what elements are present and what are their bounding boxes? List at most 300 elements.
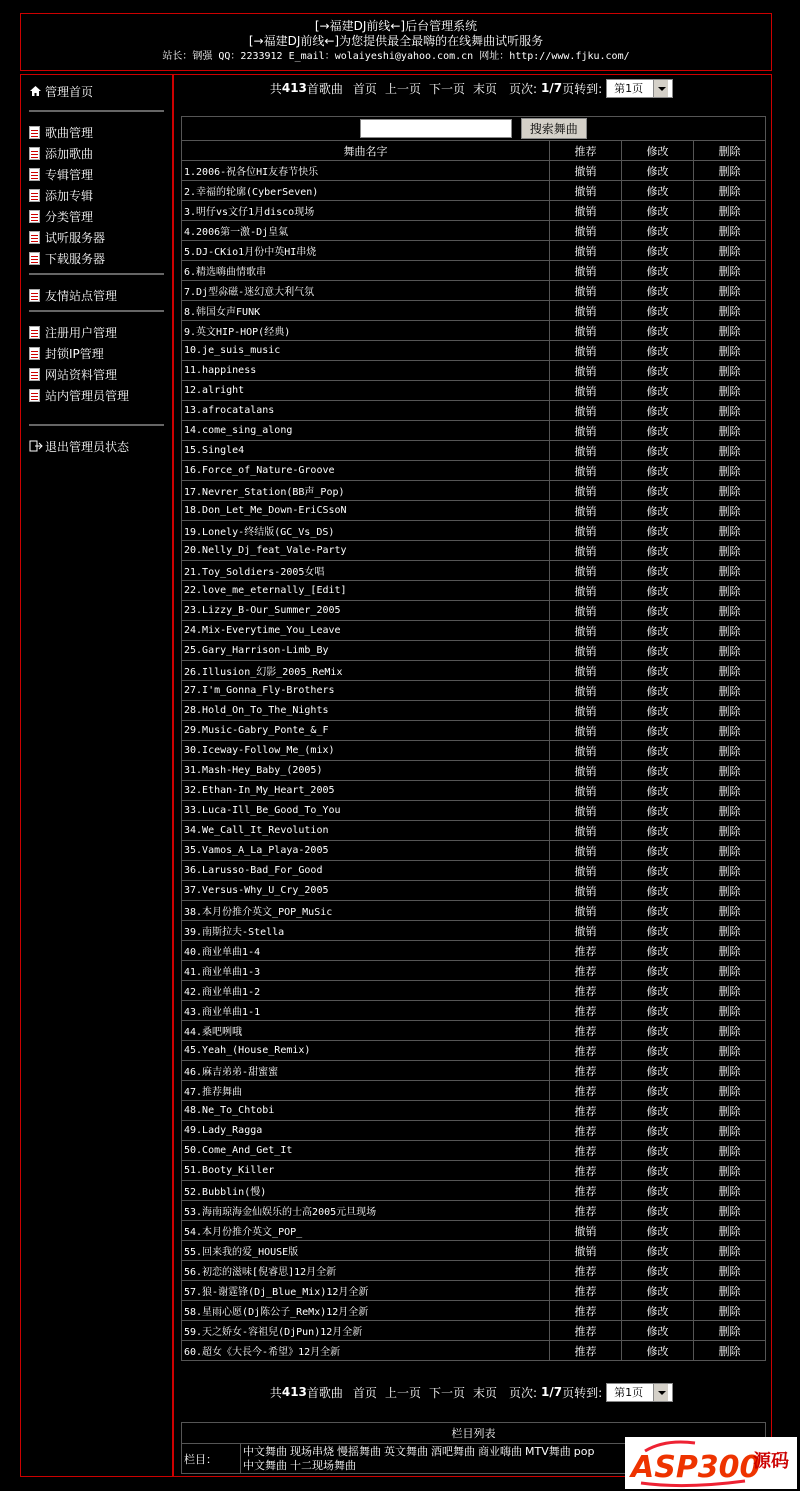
search-button[interactable]: 搜索舞曲 [521,118,587,139]
recommend-toggle-link[interactable]: 撤销 [550,821,622,841]
edit-link[interactable]: 修改 [622,601,694,621]
table-row [182,741,766,761]
song-name: 52.Bubblin(慢) [182,1181,550,1201]
recommend-toggle-link[interactable]: 撤销 [550,761,622,781]
recommend-toggle-link[interactable]: 撤销 [550,181,622,201]
song-name: 23.Lizzy_B-Our_Summer_2005 [182,601,550,621]
delete-link[interactable]: 删除 [694,681,766,701]
edit-link[interactable]: 修改 [622,1101,694,1121]
song-name: 30.Iceway-Follow_Me_(mix) [182,741,550,761]
song-name: 26.Illusion_幻影_2005_ReMix [182,661,550,681]
sidebar-item-label: 退出管理员状态 [45,440,130,454]
song-name: 50.Come_And_Get_It [182,1141,550,1161]
last-page-link[interactable]: 末页 [472,1385,497,1400]
recommend-toggle-link[interactable]: 撤销 [550,741,622,761]
watermark-suffix: 源码 [753,1451,789,1472]
recommend-toggle-link[interactable]: 撤销 [550,861,622,881]
recommend-toggle-link[interactable]: 推荐 [550,1301,622,1321]
total-suffix: 首歌曲 [306,81,343,96]
delete-link[interactable]: 删除 [694,801,766,821]
asp300-watermark-logo [625,1437,797,1489]
delete-link[interactable]: 删除 [694,521,766,541]
category-link[interactable]: 商业嗨曲 [478,1444,522,1458]
delete-link[interactable]: 删除 [694,701,766,721]
table-row [182,961,766,981]
recommend-toggle-link[interactable]: 撤销 [550,341,622,361]
table-row [182,521,766,541]
edit-link[interactable]: 修改 [622,681,694,701]
recommend-toggle-link[interactable]: 撤销 [550,801,622,821]
song-name: 5.DJ-CKio1月份中英HI串烧 [182,241,550,261]
edit-link[interactable]: 修改 [622,1241,694,1261]
sidebar-item-label: 歌曲管理 [45,126,94,140]
recommend-toggle-link[interactable]: 撤销 [550,921,622,941]
sidebar-item[interactable] [29,364,164,385]
sidebar [20,74,173,1477]
first-page-link[interactable]: 首页 [352,1385,377,1400]
edit-link[interactable]: 修改 [622,881,694,901]
edit-link[interactable]: 修改 [622,1141,694,1161]
delete-link[interactable]: 删除 [694,1181,766,1201]
table-row [182,1061,766,1081]
first-page-link[interactable]: 首页 [352,81,377,96]
recommend-toggle-link[interactable]: 推荐 [550,961,622,981]
table-row [182,641,766,661]
song-name: 19.Lonely-终结版(GC_Vs_DS) [182,521,550,541]
recommend-toggle-link[interactable]: 撤销 [550,601,622,621]
edit-link[interactable]: 修改 [622,801,694,821]
edit-link[interactable]: 修改 [622,521,694,541]
edit-link[interactable]: 修改 [622,401,694,421]
edit-link[interactable]: 修改 [622,441,694,461]
song-name: 21.Toy_Soldiers-2005女唱 [182,561,550,581]
delete-link[interactable]: 删除 [694,1221,766,1241]
table-row [182,1021,766,1041]
sidebar-divider [29,110,164,112]
edit-link[interactable]: 修改 [622,201,694,221]
delete-link[interactable]: 删除 [694,621,766,641]
category-link[interactable]: 现场串烧 [290,1444,334,1458]
document-icon [29,126,40,139]
delete-link[interactable]: 删除 [694,641,766,661]
edit-link[interactable]: 修改 [622,381,694,401]
delete-link[interactable]: 删除 [694,221,766,241]
recommend-toggle-link[interactable]: 推荐 [550,1081,622,1101]
delete-link[interactable]: 删除 [694,461,766,481]
edit-link[interactable]: 修改 [622,1341,694,1361]
table-row [182,1281,766,1301]
sidebar-item-home[interactable] [29,81,164,102]
delete-link[interactable]: 删除 [694,1061,766,1081]
song-name: 46.麻吉弟弟-甜蜜蜜 [182,1061,550,1081]
chevron-down-icon [653,80,668,97]
recommend-toggle-link[interactable]: 推荐 [550,1281,622,1301]
delete-link[interactable]: 删除 [694,341,766,361]
delete-link[interactable]: 删除 [694,921,766,941]
edit-link[interactable]: 修改 [622,1261,694,1281]
edit-link[interactable]: 修改 [622,1301,694,1321]
edit-link[interactable]: 修改 [622,741,694,761]
document-icon [29,231,40,244]
edit-link[interactable]: 修改 [622,1161,694,1181]
song-name: 24.Mix-Everytime_You_Leave [182,621,550,641]
category-link[interactable]: 英文舞曲 [384,1444,428,1458]
recommend-toggle-link[interactable]: 推荐 [550,1021,622,1041]
recommend-toggle-link[interactable]: 推荐 [550,1141,622,1161]
recommend-toggle-link[interactable]: 撤销 [550,241,622,261]
table-row [182,561,766,581]
edit-link[interactable]: 修改 [622,261,694,281]
table-row [182,501,766,521]
recommend-toggle-link[interactable]: 推荐 [550,1041,622,1061]
delete-link[interactable]: 删除 [694,441,766,461]
edit-link[interactable]: 修改 [622,861,694,881]
category-link[interactable]: MTV舞曲 [525,1444,571,1458]
recommend-toggle-link[interactable]: 推荐 [550,1001,622,1021]
delete-link[interactable]: 删除 [694,901,766,921]
song-name: 44.桑吧咧哦 [182,1021,550,1041]
song-name: 54.本月份推介英文_POP_ [182,1221,550,1241]
edit-link[interactable]: 修改 [622,1281,694,1301]
category-label: 栏目： [182,1444,241,1474]
recommend-toggle-link[interactable]: 撤销 [550,301,622,321]
sidebar-item[interactable] [29,248,164,269]
recommend-toggle-link[interactable]: 推荐 [550,1321,622,1341]
recommend-toggle-link[interactable]: 推荐 [550,1181,622,1201]
recommend-toggle-link[interactable]: 撤销 [550,521,622,541]
recommend-toggle-link[interactable]: 撤销 [550,381,622,401]
delete-link[interactable]: 删除 [694,1161,766,1181]
sidebar-item-label: 友情站点管理 [45,289,118,303]
edit-link[interactable]: 修改 [622,961,694,981]
edit-link[interactable]: 修改 [622,1081,694,1101]
song-name: 56.初恋的滋味[倪睿思]12月全新 [182,1261,550,1281]
edit-link[interactable]: 修改 [622,1121,694,1141]
recommend-toggle-link[interactable]: 撤销 [550,641,622,661]
category-link[interactable]: 酒吧舞曲 [431,1444,475,1458]
song-name: 39.南斯拉夫-Stella [182,921,550,941]
delete-link[interactable]: 删除 [694,1041,766,1061]
table-row [182,681,766,701]
edit-link[interactable]: 修改 [622,1321,694,1341]
delete-link[interactable]: 删除 [694,241,766,261]
recommend-toggle-link[interactable]: 撤销 [550,1221,622,1241]
page-value: 1/7 [541,81,563,95]
sidebar-item[interactable] [29,385,164,406]
song-name: 51.Booty_Killer [182,1161,550,1181]
edit-link[interactable]: 修改 [622,1221,694,1241]
table-row [182,1241,766,1261]
sidebar-item[interactable] [29,185,164,206]
recommend-toggle-link[interactable]: 推荐 [550,1061,622,1081]
edit-link[interactable]: 修改 [622,461,694,481]
category-link[interactable]: 十二现场舞曲 [290,1458,356,1472]
recommend-toggle-link[interactable]: 推荐 [550,1341,622,1361]
recommend-toggle-link[interactable]: 推荐 [550,1101,622,1121]
prev-page-link[interactable]: 上一页 [384,1385,421,1400]
song-name: 22.love_me_eternally_[Edit] [182,581,550,601]
prev-page-link[interactable]: 上一页 [384,81,421,96]
recommend-toggle-link[interactable]: 撤销 [550,221,622,241]
search-input[interactable] [360,119,512,138]
table-row [182,341,766,361]
delete-link[interactable]: 删除 [694,301,766,321]
delete-link[interactable]: 删除 [694,161,766,181]
table-row [182,161,766,181]
recommend-toggle-link[interactable]: 撤销 [550,621,622,641]
total-count: 413 [281,81,307,95]
sidebar-item[interactable] [29,322,164,343]
sidebar-item-label: 添加歌曲 [45,147,94,161]
sidebar-item[interactable] [29,227,164,248]
edit-link[interactable]: 修改 [622,581,694,601]
edit-link[interactable]: 修改 [622,221,694,241]
pager-bottom [174,1381,773,1403]
song-name: 10.je_suis_music [182,341,550,361]
page-select[interactable] [606,79,673,98]
delete-link[interactable]: 删除 [694,481,766,501]
song-name: 14.come_sing_along [182,421,550,441]
delete-link[interactable]: 删除 [694,1241,766,1261]
song-name: 47.推荐舞曲 [182,1081,550,1101]
category-link[interactable]: 中文舞曲 [243,1458,287,1472]
delete-link[interactable]: 删除 [694,781,766,801]
last-page-link[interactable]: 末页 [472,81,497,96]
sidebar-item[interactable] [29,343,164,364]
edit-link[interactable]: 修改 [622,321,694,341]
edit-link[interactable]: 修改 [622,661,694,681]
edit-link[interactable]: 修改 [622,541,694,561]
delete-link[interactable]: 删除 [694,1121,766,1141]
recommend-toggle-link[interactable]: 推荐 [550,1121,622,1141]
edit-link[interactable]: 修改 [622,1001,694,1021]
edit-link[interactable]: 修改 [622,721,694,741]
song-name: 25.Gary_Harrison-Limb_By [182,641,550,661]
delete-link[interactable]: 删除 [694,1101,766,1121]
recommend-toggle-link[interactable]: 撤销 [550,581,622,601]
recommend-toggle-link[interactable]: 撤销 [550,681,622,701]
recommend-toggle-link[interactable]: 推荐 [550,981,622,1001]
sidebar-item[interactable] [29,143,164,164]
edit-link[interactable]: 修改 [622,901,694,921]
edit-link[interactable]: 修改 [622,1201,694,1221]
table-row [182,1181,766,1201]
song-name: 4.2006第一激-Dj皇氣 [182,221,550,241]
delete-link[interactable]: 删除 [694,881,766,901]
recommend-toggle-link[interactable]: 撤销 [550,541,622,561]
delete-link[interactable]: 删除 [694,401,766,421]
delete-link[interactable]: 删除 [694,501,766,521]
header-title: [→福建DJ前线←]后台管理系统 [314,19,478,33]
edit-link[interactable]: 修改 [622,1021,694,1041]
recommend-toggle-link[interactable]: 撤销 [550,461,622,481]
delete-link[interactable]: 删除 [694,821,766,841]
edit-link[interactable]: 修改 [622,1061,694,1081]
sidebar-item[interactable] [29,164,164,185]
recommend-toggle-link[interactable]: 撤销 [550,501,622,521]
table-row [182,1121,766,1141]
delete-link[interactable]: 删除 [694,601,766,621]
edit-link[interactable]: 修改 [622,161,694,181]
edit-link[interactable]: 修改 [622,841,694,861]
delete-link[interactable]: 删除 [694,861,766,881]
recommend-toggle-link[interactable]: 撤销 [550,781,622,801]
recommend-toggle-link[interactable]: 撤销 [550,361,622,381]
recommend-toggle-link[interactable]: 推荐 [550,1261,622,1281]
recommend-toggle-link[interactable]: 撤销 [550,421,622,441]
song-name: 3.明仔vs文仔1月disco现场 [182,201,550,221]
table-row [182,241,766,261]
delete-link[interactable]: 删除 [694,381,766,401]
edit-link[interactable]: 修改 [622,821,694,841]
song-name: 1.2006-祝各位HI友春节快乐 [182,161,550,181]
edit-link[interactable]: 修改 [622,481,694,501]
main-content [173,74,772,1477]
table-row [182,321,766,341]
delete-link[interactable]: 删除 [694,1341,766,1361]
category-link[interactable]: 慢摇舞曲 [337,1444,381,1458]
edit-link[interactable]: 修改 [622,1041,694,1061]
recommend-toggle-link[interactable]: 撤销 [550,201,622,221]
edit-link[interactable]: 修改 [622,921,694,941]
table-row [182,1341,766,1361]
recommend-toggle-link[interactable]: 撤销 [550,881,622,901]
recommend-toggle-link[interactable]: 撤销 [550,561,622,581]
recommend-toggle-link[interactable]: 撤销 [550,441,622,461]
recommend-toggle-link[interactable]: 撤销 [550,1241,622,1261]
recommend-toggle-link[interactable]: 撤销 [550,281,622,301]
sidebar-divider [29,273,164,275]
recommend-toggle-link[interactable]: 撤销 [550,481,622,501]
delete-link[interactable]: 删除 [694,941,766,961]
edit-link[interactable]: 修改 [622,1181,694,1201]
edit-link[interactable]: 修改 [622,301,694,321]
song-name: 60.超女《大長今-希望》12月全新 [182,1341,550,1361]
edit-link[interactable]: 修改 [622,561,694,581]
delete-link[interactable]: 删除 [694,201,766,221]
delete-link[interactable]: 删除 [694,1021,766,1041]
delete-link[interactable]: 删除 [694,1321,766,1341]
recommend-toggle-link[interactable]: 推荐 [550,1201,622,1221]
page-label: 页次: [508,1385,538,1400]
delete-link[interactable]: 删除 [694,321,766,341]
delete-link[interactable]: 删除 [694,961,766,981]
recommend-toggle-link[interactable]: 撤销 [550,161,622,181]
category-link[interactable]: 中文舞曲 [243,1444,287,1458]
delete-link[interactable]: 删除 [694,421,766,441]
sidebar-item[interactable] [29,122,164,143]
song-name: 40.商业单曲1-4 [182,941,550,961]
edit-link[interactable]: 修改 [622,781,694,801]
table-row [182,901,766,921]
search-row [182,117,766,141]
recommend-toggle-link[interactable]: 撤销 [550,901,622,921]
delete-link[interactable]: 删除 [694,841,766,861]
document-icon [29,368,40,381]
edit-link[interactable]: 修改 [622,761,694,781]
song-name: 11.happiness [182,361,550,381]
page-select[interactable] [606,1383,673,1402]
delete-link[interactable]: 删除 [694,1261,766,1281]
edit-link[interactable]: 修改 [622,501,694,521]
edit-link[interactable]: 修改 [622,421,694,441]
table-row [182,461,766,481]
table-row [182,1201,766,1221]
table-row [182,441,766,461]
edit-link[interactable]: 修改 [622,641,694,661]
delete-link[interactable]: 删除 [694,561,766,581]
delete-link[interactable]: 删除 [694,581,766,601]
total-suffix: 首歌曲 [306,1385,343,1400]
delete-link[interactable]: 删除 [694,1281,766,1301]
delete-link[interactable]: 删除 [694,181,766,201]
edit-link[interactable]: 修改 [622,361,694,381]
delete-link[interactable]: 删除 [694,261,766,281]
recommend-toggle-link[interactable]: 撤销 [550,321,622,341]
delete-link[interactable]: 删除 [694,361,766,381]
delete-link[interactable]: 删除 [694,281,766,301]
next-page-link[interactable]: 下一页 [428,1385,465,1400]
song-name: 16.Force_of_Nature-Groove [182,461,550,481]
page-select-value: 第1页 [614,1386,644,1399]
table-row [182,281,766,301]
delete-link[interactable]: 删除 [694,1141,766,1161]
song-name: 13.afrocatalans [182,401,550,421]
delete-link[interactable]: 删除 [694,661,766,681]
edit-link[interactable]: 修改 [622,701,694,721]
delete-link[interactable]: 删除 [694,741,766,761]
recommend-toggle-link[interactable]: 推荐 [550,941,622,961]
edit-link[interactable]: 修改 [622,181,694,201]
recommend-toggle-link[interactable]: 撤销 [550,841,622,861]
delete-link[interactable]: 删除 [694,1001,766,1021]
table-row [182,221,766,241]
edit-link[interactable]: 修改 [622,621,694,641]
song-name: 31.Mash-Hey_Baby_(2005) [182,761,550,781]
edit-link[interactable]: 修改 [622,241,694,261]
recommend-toggle-link[interactable]: 撤销 [550,701,622,721]
delete-link[interactable]: 删除 [694,541,766,561]
table-row [182,1221,766,1241]
category-link[interactable]: pop [573,1444,595,1458]
delete-link[interactable]: 删除 [694,1201,766,1221]
site-header [20,13,772,71]
edit-link[interactable]: 修改 [622,281,694,301]
sidebar-item[interactable] [29,285,164,306]
document-icon [29,347,40,360]
sidebar-item-logout[interactable] [29,436,164,457]
delete-link[interactable]: 删除 [694,721,766,741]
edit-link[interactable]: 修改 [622,941,694,961]
delete-link[interactable]: 删除 [694,761,766,781]
recommend-toggle-link[interactable]: 撤销 [550,661,622,681]
recommend-toggle-link[interactable]: 撤销 [550,261,622,281]
sidebar-item-label: 添加专辑 [45,189,94,203]
delete-link[interactable]: 删除 [694,1301,766,1321]
edit-link[interactable]: 修改 [622,981,694,1001]
song-name: 2.幸福的轮廓(CyberSeven) [182,181,550,201]
edit-link[interactable]: 修改 [622,341,694,361]
recommend-toggle-link[interactable]: 推荐 [550,1161,622,1181]
recommend-toggle-link[interactable]: 撤销 [550,721,622,741]
next-page-link[interactable]: 下一页 [428,81,465,96]
delete-link[interactable]: 删除 [694,1081,766,1101]
delete-link[interactable]: 删除 [694,981,766,1001]
recommend-toggle-link[interactable]: 撤销 [550,401,622,421]
sidebar-item[interactable] [29,206,164,227]
song-name: 57.狼-谢霆锋(Dj_Blue_Mix)12月全新 [182,1281,550,1301]
song-name: 27.I'm_Gonna_Fly-Brothers [182,681,550,701]
